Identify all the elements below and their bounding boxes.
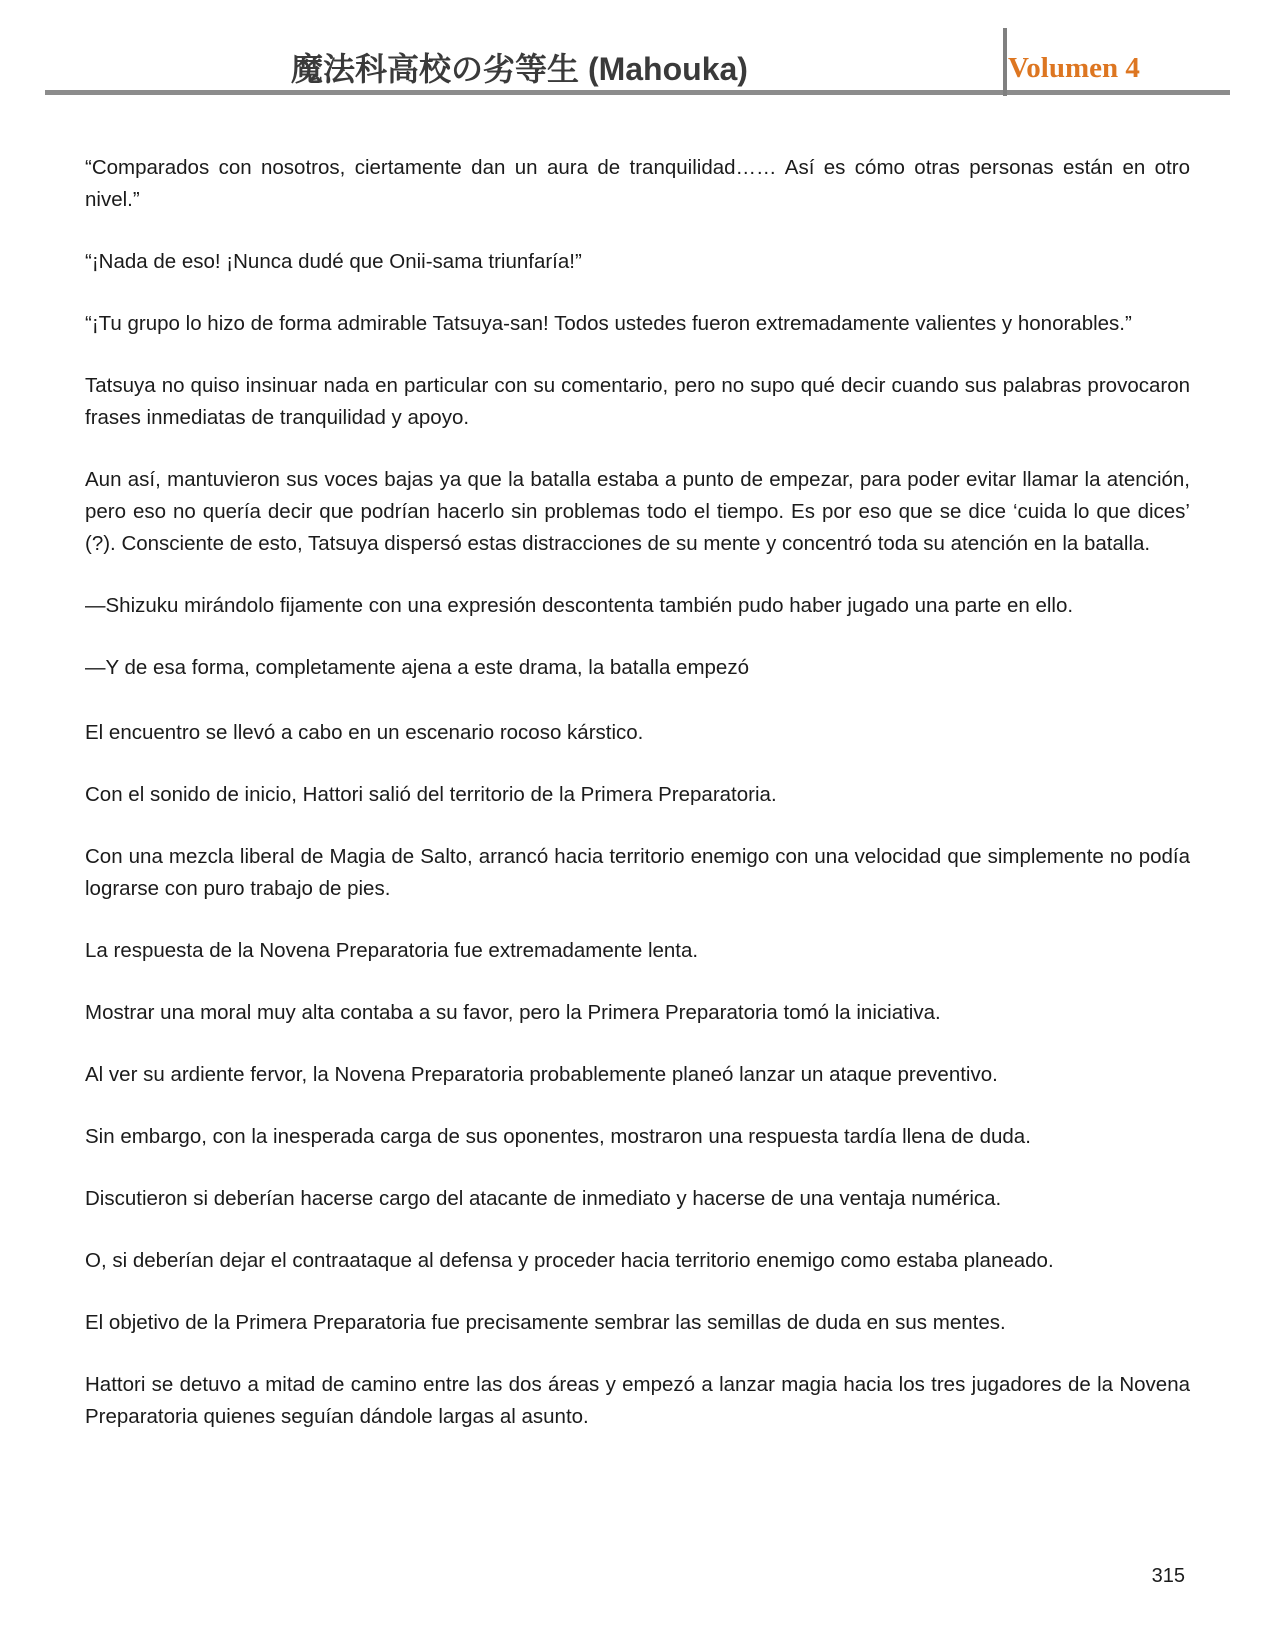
paragraph: Aun así, mantuvieron sus voces bajas ya que la batalla estaba a punto de empezar, para poder evitar llamar la atención, pero eso no quería decir que podrían hacerlo sin problemas todo el tiempo. Es por eso que se dice ‘cuida lo que dices’ (?). Consciente de esto, Tatsuya dispersó estas distracciones de su mente y concentró toda su atención en la batalla. <box>85 468 1190 555</box>
paragraph: O, si deberían dejar el contraataque al defensa y proceder hacia territorio enemigo como estaba planeado. <box>85 1249 1054 1272</box>
paragraph: Sin embargo, con la inesperada carga de sus oponentes, mostraron una respuesta tardía llena de duda. <box>85 1125 1031 1148</box>
volume-label: Volumen 4 <box>1008 52 1140 84</box>
paragraph: Con una mezcla liberal de Magia de Salto, arrancó hacia territorio enemigo con una velocidad que simplemente no podía lograrse con puro trabajo de pies. <box>85 845 1190 900</box>
document-title: 魔法科高校の劣等生 (Mahouka) <box>291 51 748 87</box>
paragraph: —Y de esa forma, completamente ajena a este drama, la batalla empezó <box>85 656 749 679</box>
header-volume-cell <box>994 54 1230 90</box>
paragraph-scene-start: El encuentro se llevó a cabo en un escenario rocoso kárstico. <box>85 721 644 744</box>
header-vertical-divider <box>1003 28 1007 96</box>
paragraph: Discutieron si deberían hacerse cargo del atacante de inmediato y hacerse de una ventaja numérica. <box>85 1187 1002 1210</box>
paragraph: El objetivo de la Primera Preparatoria fue precisamente sembrar las semillas de duda en sus mentes. <box>85 1311 1006 1334</box>
header-title-cell <box>45 53 994 90</box>
paragraph: La respuesta de la Novena Preparatoria fue extremadamente lenta. <box>85 939 699 962</box>
paragraph: Al ver su ardiente fervor, la Novena Preparatoria probablemente planeó lanzar un ataque preventivo. <box>85 1063 998 1086</box>
document-body <box>0 95 1275 1433</box>
paragraph-dialogue: “Comparados con nosotros, ciertamente dan un aura de tranquilidad…… Así es cómo otras personas están en otro nivel.” <box>85 156 1190 211</box>
paragraph: —Shizuku mirándolo fijamente con una expresión descontenta también pudo haber jugado una parte en ello. <box>85 594 1074 617</box>
paragraph: Con el sonido de inicio, Hattori salió del territorio de la Primera Preparatoria. <box>85 783 777 806</box>
paragraph-dialogue: “¡Tu grupo lo hizo de forma admirable Tatsuya-san! Todos ustedes fueron extremadamente valientes y honorables.” <box>85 312 1132 335</box>
paragraph-dialogue: “¡Nada de eso! ¡Nunca dudé que Onii-sama triunfaría!” <box>85 250 582 273</box>
paragraph: Hattori se detuvo a mitad de camino entre las dos áreas y empezó a lanzar magia hacia los tres jugadores de la Novena Preparatoria quienes seguían dándole largas al asunto. <box>85 1373 1190 1428</box>
paragraph: Mostrar una moral muy alta contaba a su favor, pero la Primera Preparatoria tomó la iniciativa. <box>85 1001 941 1024</box>
paragraph: Tatsuya no quiso insinuar nada en particular con su comentario, pero no supo qué decir cuando sus palabras provocaron frases inmediatas de tranquilidad y apoyo. <box>85 374 1190 429</box>
document-header <box>45 25 1230 95</box>
page-number: 315 <box>1151 1565 1185 1587</box>
